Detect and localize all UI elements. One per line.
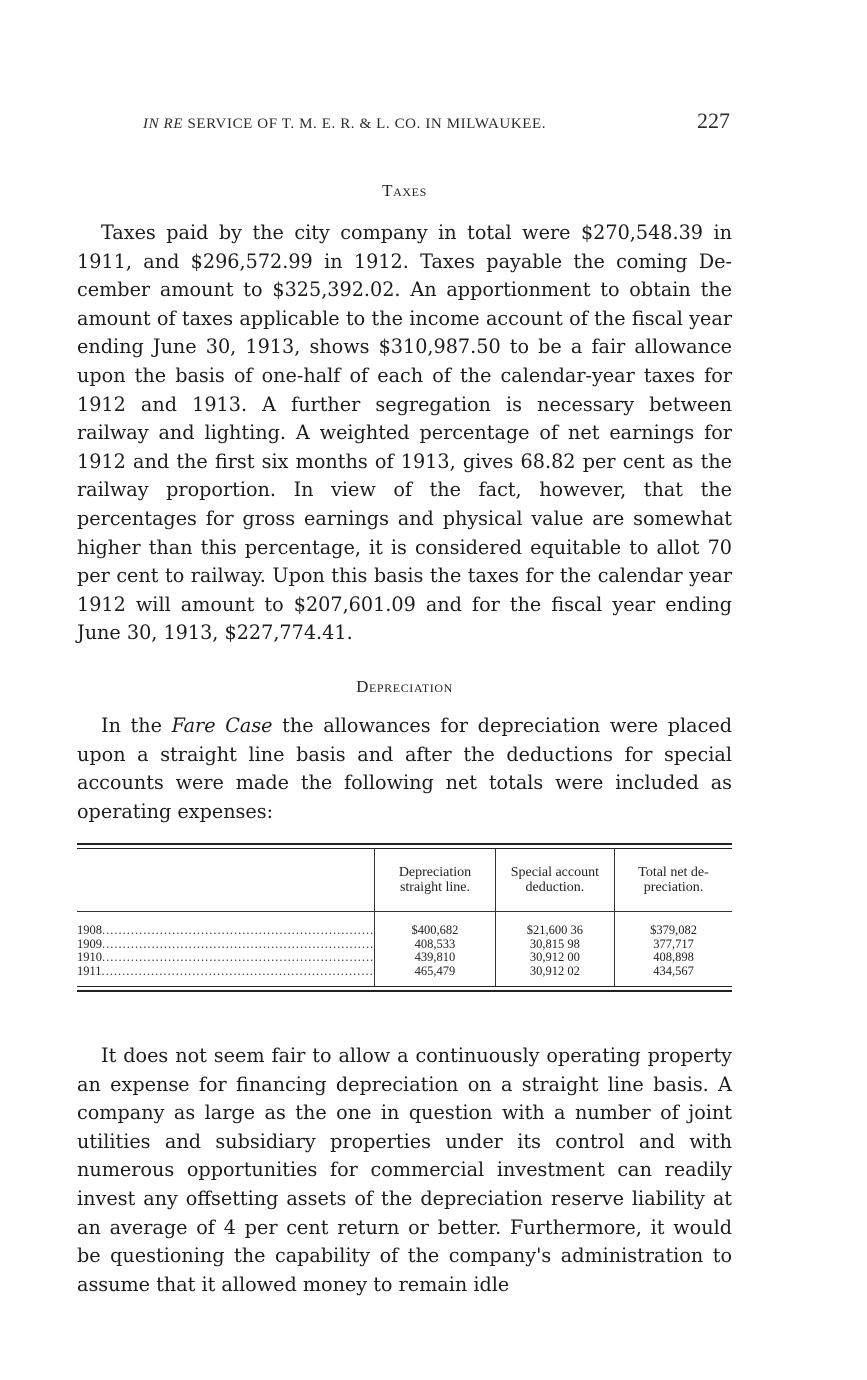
row-special: 30,815 98 (495, 938, 614, 952)
dot-leader: .................................................................. (102, 924, 375, 937)
depreciation-paragraph: It does not seem fair to allow a continuously operating property an expense for financing depreciation on a straight line basis. A company as large as the one in question with a number of joint utilities and subsidiary properties under its control and with numerous opportunities for commercial investment can readily invest any offsetting assets of the depreciation reserve liability at an average of 4 per cent return or better. Furthermore, it would be questioning the capability of the company's administration to assume that it allowed money to remain idle (77, 1044, 732, 1296)
row-special: $21,600 36 (495, 912, 614, 938)
row-net: 434,567 (615, 965, 732, 987)
row-straight-line: $400,682 (375, 912, 495, 938)
depreciation-heading: Depreciation (356, 677, 453, 696)
dot-leader: .................................................................. (102, 937, 375, 951)
row-year: 1910 (77, 951, 102, 965)
row-net: 377,717 (615, 938, 732, 952)
row-year: 1909 (77, 937, 102, 951)
taxes-section (77, 219, 732, 648)
running-head-italic: IN RE (143, 116, 184, 132)
book-page (77, 0, 732, 1380)
table-header-row (77, 849, 732, 912)
row-net: $379,082 (615, 912, 732, 938)
table-row (77, 938, 732, 952)
row-special: 30,912 00 (495, 951, 614, 965)
row-special: 30,912 02 (495, 965, 614, 987)
header-special-account: Special account deduction. (495, 849, 614, 912)
taxes-paragraph: Taxes paid by the city company in total were $270,548.39 in 1911, and $296,572.99 in 1912. Taxes payable the coming December amount to $325,392.02. An apportionment to obtain the amount of taxes applicable to the income account of the fiscal year ending June 30, 1913, shows $310,987.50 to be a fair allowance upon the basis of one-half of each of the calendar-year taxes for 1912 and 1913. A further segregation is necessary between railway and lighting. A weighted percentage of net earnings for 1912 and the first six months of 1913, gives 68.82 per cent as the railway proportion. In view of the fact, however, that the percentages for gross earnings and physical value are somewhat higher than this percentage, it is considered equitable to allot 70 per cent to railway. Upon this basis the taxes for the calendar year 1912 will amount to $207,601.09 and for the fiscal year ending June 30, 1913, $227,774.41. (77, 221, 732, 645)
running-head (77, 108, 732, 134)
depreciation-table (77, 843, 732, 992)
taxes-heading: Taxes (382, 181, 427, 200)
row-net: 408,898 (615, 951, 732, 965)
depreciation-intro (77, 712, 732, 826)
header-straight-line: Depreciation straight line. (375, 849, 495, 912)
row-year: 1908 (77, 924, 102, 937)
page-number: 227 (697, 108, 730, 133)
dot-leader: .................................................................. (101, 964, 374, 978)
depreciation-intro-paragraph (77, 712, 732, 826)
table-bottom-rule (77, 986, 732, 992)
running-head-text: SERVICE OF T. M. E. R. & L. CO. IN MILWAUKEE. (187, 116, 547, 132)
dot-leader: .................................................................. (102, 951, 375, 965)
fare-case-italic: Fare Case (171, 714, 273, 737)
header-year (77, 849, 375, 912)
table-row (77, 965, 732, 987)
row-year: 1911 (77, 964, 102, 978)
row-straight-line: 465,479 (375, 965, 495, 987)
depreciation-data-table (77, 849, 732, 986)
table-row (77, 951, 732, 965)
running-head-title (143, 116, 546, 133)
table-row (77, 912, 732, 938)
row-straight-line: 439,810 (375, 951, 495, 965)
intro-after: the allowances for depreciation were placed upon a straight line basis and after the deductions for special accounts were made the following net totals were included as operating expenses: (77, 714, 732, 823)
header-total-net: Total net depreciation. (615, 849, 732, 912)
depreciation-discussion (77, 1042, 732, 1299)
row-straight-line: 408,533 (375, 938, 495, 952)
intro-before: In the (101, 714, 162, 737)
